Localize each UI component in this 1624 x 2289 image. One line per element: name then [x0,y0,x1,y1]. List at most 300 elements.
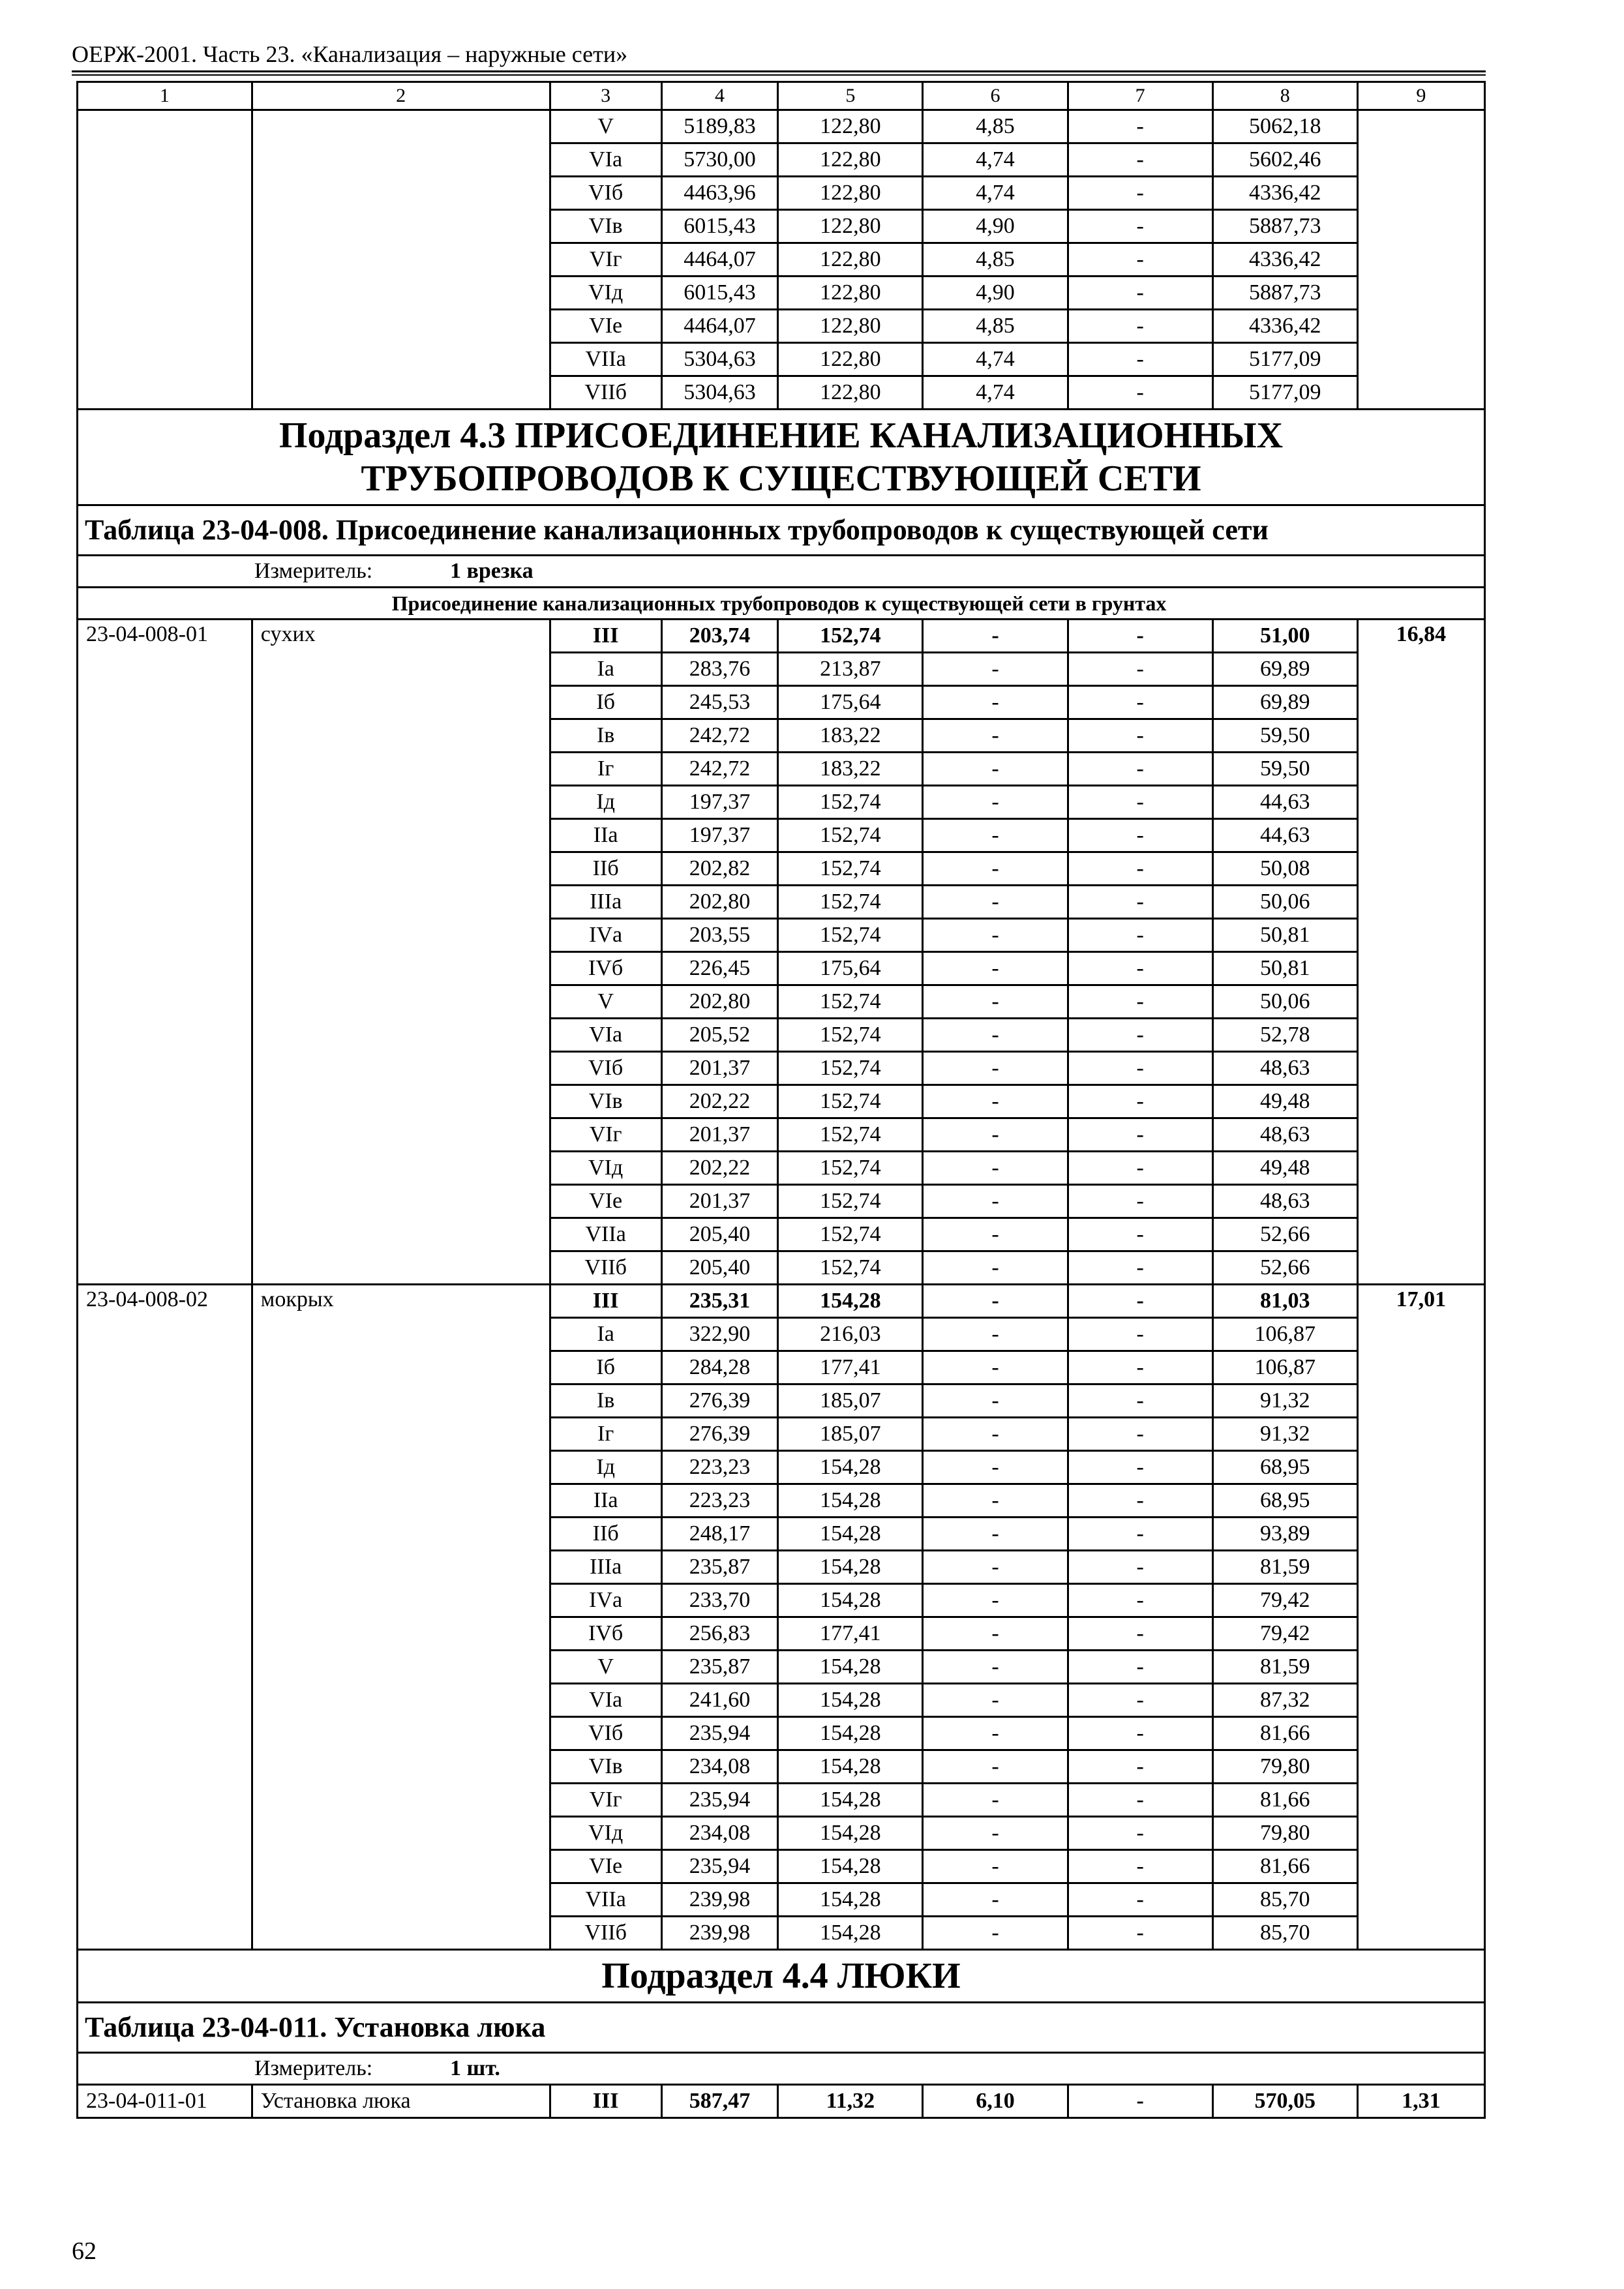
table-cell: - [923,1651,1068,1684]
measure-value: 1 шт. [450,2056,500,2080]
table-cell: - [923,952,1068,985]
table-cell: - [1068,1750,1212,1784]
table-cell: 50,06 [1212,985,1357,1019]
table-cell: 154,28 [778,1684,923,1717]
table-cell: - [1068,1218,1212,1251]
table-cell: - [1068,786,1212,819]
document-header: ОЕРЖ-2001. Часть 23. «Канализация – наружные сети» [72,41,628,67]
table-cell: 91,32 [1212,1384,1357,1418]
table-cell: 5304,63 [661,376,778,410]
table-cell: 235,87 [661,1551,778,1584]
table-cell: VIе [550,310,661,343]
table-cell: 106,87 [1212,1318,1357,1351]
table-cell: IVб [550,952,661,985]
table-cell: - [923,719,1068,753]
table-cell: 152,74 [778,1085,923,1118]
table-cell: - [1068,653,1212,686]
table-cell: - [923,1251,1068,1285]
labor-cell-empty [1357,110,1484,410]
table-cell: 248,17 [661,1518,778,1551]
table-cell: VIд [550,1817,661,1850]
table-cell: 154,28 [778,1750,923,1784]
table-cell: VIд [550,1152,661,1185]
table-cell: 235,31 [661,1285,778,1318]
table-cell: 79,42 [1212,1617,1357,1651]
table-cell: 152,74 [778,1218,923,1251]
measure-row [78,556,1485,588]
table-cell: 81,59 [1212,1651,1357,1684]
table-cell: 79,42 [1212,1584,1357,1617]
table-cell: 152,74 [778,1185,923,1218]
table-cell: 152,74 [778,819,923,852]
table-cell: 50,08 [1212,852,1357,886]
table-cell: 152,74 [778,1152,923,1185]
measure-cell [78,556,1485,588]
table-cell: 5730,00 [661,143,778,177]
table-cell: - [923,1684,1068,1717]
subheading: Присоединение канализационных трубопроводов к существующей сети в грунтах [78,588,1485,620]
table-cell: - [1068,1251,1212,1285]
table-cell: - [1068,343,1212,376]
table-cell: VIб [550,1052,661,1085]
table-cell: 201,37 [661,1185,778,1218]
table-title: Таблица 23-04-011. Установка люка [78,2003,1485,2053]
table-cell: IIа [550,1484,661,1518]
table-cell: - [1068,852,1212,886]
column-number: 3 [550,82,661,110]
table-cell: VIв [550,1750,661,1784]
table-cell: VIIа [550,1883,661,1917]
measure-cell [78,2053,1485,2085]
table-cell: - [1068,243,1212,277]
table-cell: 185,07 [778,1384,923,1418]
table-cell: 5887,73 [1212,277,1357,310]
table-cell: 223,23 [661,1484,778,1518]
subsection-title-line: Подраздел 4.3 ПРИСОЕДИНЕНИЕ КАНАЛИЗАЦИОННЫХ [278,415,1284,456]
rates-table [76,81,1486,2119]
table-cell: 245,53 [661,686,778,719]
table-cell: - [923,1551,1068,1584]
table-cell: 122,80 [778,210,923,243]
table-row [78,1285,1485,1318]
table-cell: 234,08 [661,1817,778,1850]
table-cell: 203,74 [661,620,778,653]
name-cell-empty [252,110,550,410]
table-cell: 177,41 [778,1617,923,1651]
table-cell: - [1068,1185,1212,1218]
table-row [78,620,1485,653]
item-name: сухих [252,620,550,1285]
table-cell: 154,28 [778,1917,923,1950]
table-cell: 4,74 [923,143,1068,177]
table-cell: 202,22 [661,1152,778,1185]
table-cell: 197,37 [661,819,778,852]
table-cell: 197,37 [661,786,778,819]
table-cell: 5062,18 [1212,110,1357,143]
table-cell: 122,80 [778,243,923,277]
table-cell: 202,82 [661,852,778,886]
table-cell: 5189,83 [661,110,778,143]
table-cell: - [923,1418,1068,1451]
table-cell: III [550,2085,661,2118]
column-number-row [78,82,1485,110]
table-cell: 69,89 [1212,653,1357,686]
table-cell: VIв [550,1085,661,1118]
table-cell: 239,98 [661,1883,778,1917]
table-cell: 122,80 [778,143,923,177]
table-cell: 154,28 [778,1484,923,1518]
table-cell: VIIа [550,343,661,376]
table-cell: VIIб [550,1251,661,1285]
table-cell: IIа [550,819,661,852]
table-cell: - [923,852,1068,886]
table-title-row [78,505,1485,556]
table-cell: 4464,07 [661,243,778,277]
table-cell: 11,32 [778,2085,923,2118]
table-cell: - [923,819,1068,852]
table-cell: - [923,1817,1068,1850]
table-cell: 122,80 [778,376,923,410]
table-row [78,110,1485,143]
table-cell: VIб [550,177,661,210]
subsection-row [78,410,1485,505]
table-cell: 152,74 [778,886,923,919]
table-cell: - [923,985,1068,1019]
table-cell: V [550,985,661,1019]
table-cell: 152,74 [778,620,923,653]
table-cell: V [550,1651,661,1684]
table-cell: - [923,919,1068,952]
table-cell: 216,03 [778,1318,923,1351]
table-cell: IVа [550,919,661,952]
table-cell: VIIб [550,376,661,410]
table-cell: - [923,786,1068,819]
table-cell: 106,87 [1212,1351,1357,1384]
table-cell: - [923,1218,1068,1251]
table-cell: Iв [550,719,661,753]
table-cell: 5177,09 [1212,343,1357,376]
table-cell: Iг [550,753,661,786]
table-cell: - [1068,1717,1212,1750]
table-cell: VIд [550,277,661,310]
table-cell: VIг [550,1784,661,1817]
table-cell: - [923,1019,1068,1052]
table-cell: - [1068,1917,1212,1950]
table-cell: - [1068,1551,1212,1584]
table-cell: 81,59 [1212,1551,1357,1584]
table-cell: Iа [550,1318,661,1351]
table-cell: 50,81 [1212,952,1357,985]
table-cell: 1,31 [1357,2085,1484,2118]
measure-label: Измеритель: [254,559,373,583]
table-cell: IIIа [550,1551,661,1584]
table-cell: 4463,96 [661,177,778,210]
measure-row [78,2053,1485,2085]
table-cell: 122,80 [778,343,923,376]
table-cell: - [923,1850,1068,1883]
table-cell: - [923,1518,1068,1551]
table-cell: 205,40 [661,1251,778,1285]
header-rule-thin [72,74,1486,76]
table-cell: - [1068,719,1212,753]
table-cell: 152,74 [778,985,923,1019]
table-cell: 234,08 [661,1750,778,1784]
table-cell: 5887,73 [1212,210,1357,243]
table-cell: 5177,09 [1212,376,1357,410]
table-cell: - [923,1750,1068,1784]
table-cell: 49,48 [1212,1085,1357,1118]
subsection-row [78,1950,1485,2003]
table-cell: - [1068,310,1212,343]
table-cell: VIIа [550,1218,661,1251]
subsection-title: Подраздел 4.4 ЛЮКИ [78,1950,1485,2003]
table-cell: - [1068,886,1212,919]
table-cell: 4,90 [923,277,1068,310]
table-cell: III [550,1285,661,1318]
table-cell: 154,28 [778,1285,923,1318]
table-cell: - [1068,952,1212,985]
table-cell: 183,22 [778,753,923,786]
table-cell: 205,40 [661,1218,778,1251]
table-cell: 4,74 [923,376,1068,410]
table-cell: 4,85 [923,243,1068,277]
table-cell: 276,39 [661,1384,778,1418]
table-cell: - [923,1784,1068,1817]
table-cell: 152,74 [778,786,923,819]
table-cell: - [923,653,1068,686]
table-cell: 51,00 [1212,620,1357,653]
table-cell: 52,66 [1212,1218,1357,1251]
table-cell: - [1068,1052,1212,1085]
table-cell: 6,10 [923,2085,1068,2118]
table-cell: 87,32 [1212,1684,1357,1717]
table-cell: 152,74 [778,1019,923,1052]
subsection-title [78,410,1485,505]
table-cell: 202,22 [661,1085,778,1118]
table-cell: - [1068,143,1212,177]
table-cell: - [923,753,1068,786]
table-cell: VIа [550,1019,661,1052]
table-cell: 233,70 [661,1584,778,1617]
table-cell: - [1068,1651,1212,1684]
table-cell: 154,28 [778,1651,923,1684]
column-number: 1 [78,82,252,110]
table-cell: - [1068,277,1212,310]
table-cell: - [923,1717,1068,1750]
table-cell: - [1068,753,1212,786]
table-cell: 122,80 [778,177,923,210]
table-cell: VIа [550,143,661,177]
table-cell: 81,03 [1212,1285,1357,1318]
table-cell: 93,89 [1212,1518,1357,1551]
table-cell: - [1068,110,1212,143]
table-cell: - [1068,1584,1212,1617]
table-cell: - [1068,2085,1212,2118]
table-cell: - [1068,1318,1212,1351]
table-cell: 50,81 [1212,919,1357,952]
table-cell: 239,98 [661,1917,778,1950]
column-number: 2 [252,82,550,110]
labor-cost: 17,01 [1357,1285,1484,1950]
table-cell: 4,74 [923,177,1068,210]
table-cell: 85,70 [1212,1917,1357,1950]
table-cell: Iб [550,686,661,719]
table-cell: - [1068,1817,1212,1850]
table-cell: 154,28 [778,1850,923,1883]
table-cell: 4,85 [923,110,1068,143]
table-cell: - [1068,919,1212,952]
table-cell: - [1068,985,1212,1019]
item-name: Установка люка [252,2085,550,2118]
table-cell: - [923,1883,1068,1917]
table-cell: 276,39 [661,1418,778,1451]
table-cell: 44,63 [1212,819,1357,852]
table-cell: VIг [550,1118,661,1152]
table-cell: 154,28 [778,1584,923,1617]
table-cell: - [923,1185,1068,1218]
table-cell: 5304,63 [661,343,778,376]
table-cell: 81,66 [1212,1717,1357,1750]
table-cell: 185,07 [778,1418,923,1451]
table-cell: 4,85 [923,310,1068,343]
table-cell: 68,95 [1212,1484,1357,1518]
table-cell: 587,47 [661,2085,778,2118]
table-cell: 154,28 [778,1717,923,1750]
subheading-row [78,588,1485,620]
table-cell: 49,48 [1212,1152,1357,1185]
column-number: 7 [1068,82,1212,110]
table-cell: VIе [550,1850,661,1883]
measure-value: 1 врезка [450,559,534,583]
table-cell: - [923,1584,1068,1617]
table-cell: 235,87 [661,1651,778,1684]
column-number: 9 [1357,82,1484,110]
table-cell: - [1068,1484,1212,1518]
table-cell: V [550,110,661,143]
table-cell: 154,28 [778,1817,923,1850]
page-number: 62 [72,2237,97,2265]
table-cell: 242,72 [661,719,778,753]
table-cell: - [1068,1850,1212,1883]
table-cell: 59,50 [1212,719,1357,753]
table-cell: 68,95 [1212,1451,1357,1484]
table-cell: 205,52 [661,1019,778,1052]
table-cell: 48,63 [1212,1052,1357,1085]
table-cell: 256,83 [661,1617,778,1651]
measure-label: Измеритель: [254,2056,373,2080]
table-cell: 122,80 [778,310,923,343]
table-cell: 201,37 [661,1118,778,1152]
table-cell: VIе [550,1185,661,1218]
table-cell: 154,28 [778,1784,923,1817]
table-cell: - [923,1917,1068,1950]
table-cell: 226,45 [661,952,778,985]
table-cell: 81,66 [1212,1850,1357,1883]
table-cell: 152,74 [778,1118,923,1152]
table-cell: 175,64 [778,952,923,985]
table-cell: 85,70 [1212,1883,1357,1917]
table-cell: VIв [550,210,661,243]
table-cell: 122,80 [778,110,923,143]
table-cell: - [923,1052,1068,1085]
table-cell: 202,80 [661,886,778,919]
table-cell: 213,87 [778,653,923,686]
table-cell: 241,60 [661,1684,778,1717]
table-cell: - [923,686,1068,719]
table-cell: 283,76 [661,653,778,686]
table-cell: - [1068,1684,1212,1717]
table-cell: IIб [550,1518,661,1551]
table-cell: - [1068,210,1212,243]
table-cell: 69,89 [1212,686,1357,719]
table-cell: 235,94 [661,1717,778,1750]
column-number: 6 [923,82,1068,110]
header-rule [72,70,1486,72]
table-cell: 154,28 [778,1883,923,1917]
table-cell: 177,41 [778,1351,923,1384]
table-cell: 91,32 [1212,1418,1357,1451]
table-cell: - [923,1384,1068,1418]
table-cell: 48,63 [1212,1185,1357,1218]
table-cell: Iб [550,1351,661,1384]
table-cell: - [923,1484,1068,1518]
table-cell: 4336,42 [1212,177,1357,210]
table-cell: - [923,1318,1068,1351]
table-cell: - [1068,1451,1212,1484]
table-cell: 242,72 [661,753,778,786]
table-cell: - [1068,177,1212,210]
item-code: 23-04-008-02 [78,1285,252,1950]
table-cell: 4336,42 [1212,243,1357,277]
table-cell: - [923,886,1068,919]
table-cell: Iа [550,653,661,686]
table-cell: - [923,1118,1068,1152]
labor-cost: 16,84 [1357,620,1484,1285]
table-cell: 4464,07 [661,310,778,343]
table-cell: - [1068,1883,1212,1917]
table-cell: 48,63 [1212,1118,1357,1152]
table-cell: 52,78 [1212,1019,1357,1052]
table-cell: - [1068,819,1212,852]
table-cell: 203,55 [661,919,778,952]
table-cell: 322,90 [661,1318,778,1351]
table-cell: 4336,42 [1212,310,1357,343]
table-cell: 235,94 [661,1784,778,1817]
table-cell: 183,22 [778,719,923,753]
table-cell: - [1068,1384,1212,1418]
table-cell: - [1068,686,1212,719]
table-cell: VIа [550,1684,661,1717]
table-cell: - [1068,1152,1212,1185]
table-cell: 79,80 [1212,1750,1357,1784]
table-cell: Iг [550,1418,661,1451]
table-cell: 6015,43 [661,277,778,310]
table-cell: Iд [550,786,661,819]
table-cell: - [1068,1085,1212,1118]
table-cell: 570,05 [1212,2085,1357,2118]
table-cell: 202,80 [661,985,778,1019]
table-cell: 4,90 [923,210,1068,243]
table-cell: 152,74 [778,852,923,886]
table-cell: - [1068,1617,1212,1651]
table-cell: 154,28 [778,1518,923,1551]
table-cell: - [923,1451,1068,1484]
table-cell: - [923,1152,1068,1185]
table-cell: - [1068,1518,1212,1551]
table-cell: III [550,620,661,653]
table-cell: - [923,1351,1068,1384]
table-cell: - [1068,1784,1212,1817]
